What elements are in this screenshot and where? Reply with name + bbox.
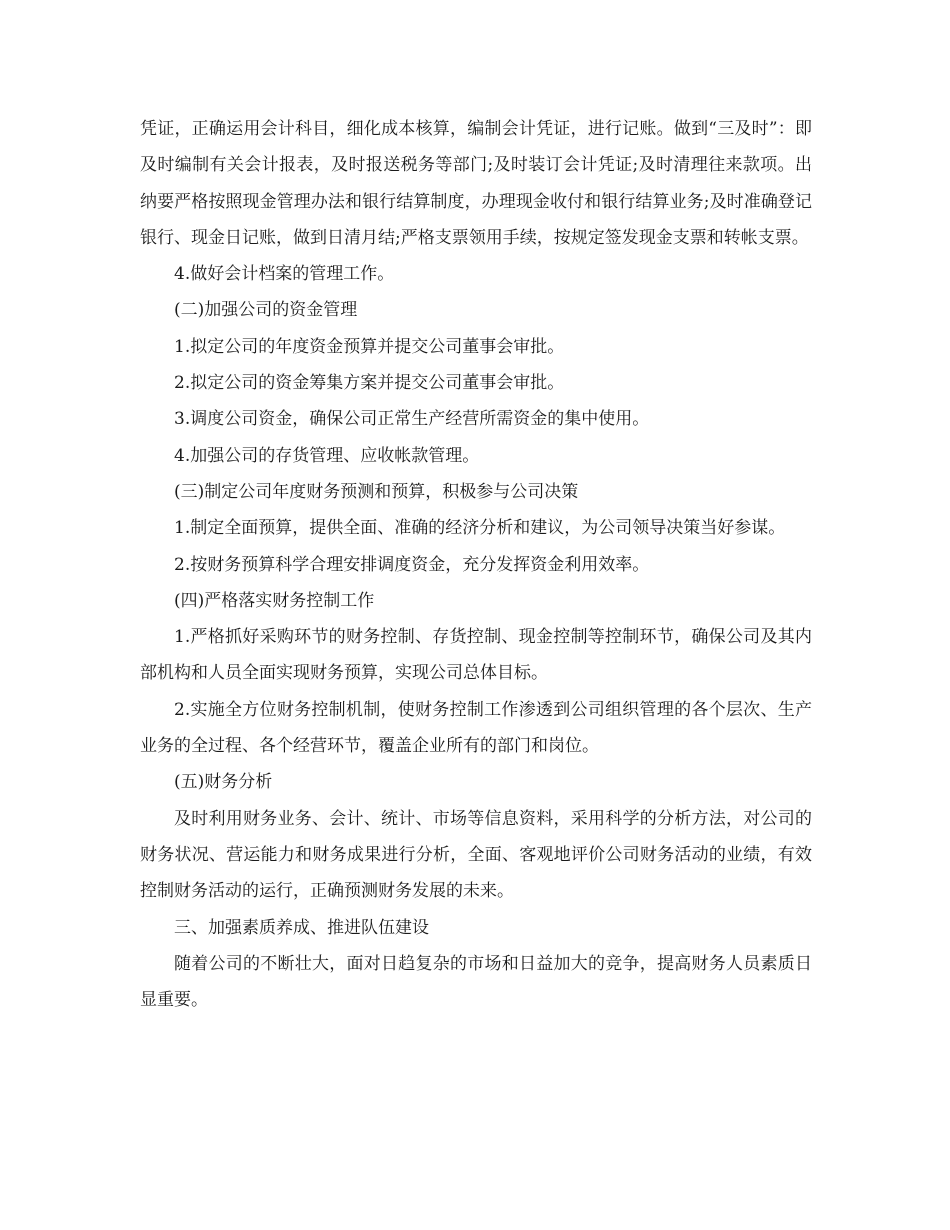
paragraph-item: 1.拟定公司的年度资金预算并提交公司董事会审批。 [174, 336, 565, 357]
section-heading: (二)加强公司的资金管理 [174, 300, 358, 321]
section-heading: (四)严格落实财务控制工作 [174, 590, 375, 611]
chapter-heading: 三、加强素质养成、推进队伍建设 [174, 917, 429, 938]
paragraph-item: 2.按财务预算科学合理安排调度资金，充分发挥资金利用效率。 [174, 554, 650, 575]
paragraph-body: 及时利用财务业务、会计、统计、市场等信息资料，采用科学的分析方法，对公司的财务状况、营运能力和财务成果进行分析，全面、客观地评价公司财务活动的业绩，有效控制财务活动的运行，正确预测财务发展的未来。 [140, 808, 812, 902]
paragraph-continued: 凭证，正确运用会计科目，细化成本核算，编制会计凭证，进行记账。做到“三及时”：即及时编制有关会计报表，及时报送税务等部门;及时装订会计凭证;及时清理往来款项。出纳要严格按照现金管理办法和银行结算制度，办理现金收付和银行结算业务;及时准确登记银行、现金日记账，做到日清月结;严格支票领用手续，按规定签发现金支票和转帐支票。 [140, 119, 812, 248]
document-body [140, 111, 812, 1018]
paragraph-item: 2.拟定公司的资金筹集方案并提交公司董事会审批。 [174, 373, 565, 394]
paragraph-item: 2.实施全方位财务控制机制，使财务控制工作渗透到公司组织管理的各个层次、生产业务的全过程、各个经营环节，覆盖企业所有的部门和岗位。 [140, 699, 812, 757]
paragraph-item: 4.加强公司的存货管理、应收帐款管理。 [174, 445, 480, 466]
section-heading: (三)制定公司年度财务预测和预算，积极参与公司决策 [174, 481, 579, 502]
paragraph-body: 随着公司的不断壮大，面对日趋复杂的市场和日益加大的竞争，提高财务人员素质日显重要。 [140, 953, 812, 1011]
paragraph-item: 1.严格抓好采购环节的财务控制、存货控制、现金控制等控制环节，确保公司及其内部机构和人员全面实现财务预算，实现公司总体目标。 [140, 627, 812, 684]
paragraph-item: 3.调度公司资金，确保公司正常生产经营所需资金的集中使用。 [174, 409, 650, 430]
paragraph-item: 1.制定全面预算，提供全面、准确的经济分析和建议，为公司领导决策当好参谋。 [174, 518, 786, 539]
paragraph-item: 4.做好会计档案的管理工作。 [174, 264, 395, 285]
section-heading: (五)财务分析 [174, 772, 273, 793]
